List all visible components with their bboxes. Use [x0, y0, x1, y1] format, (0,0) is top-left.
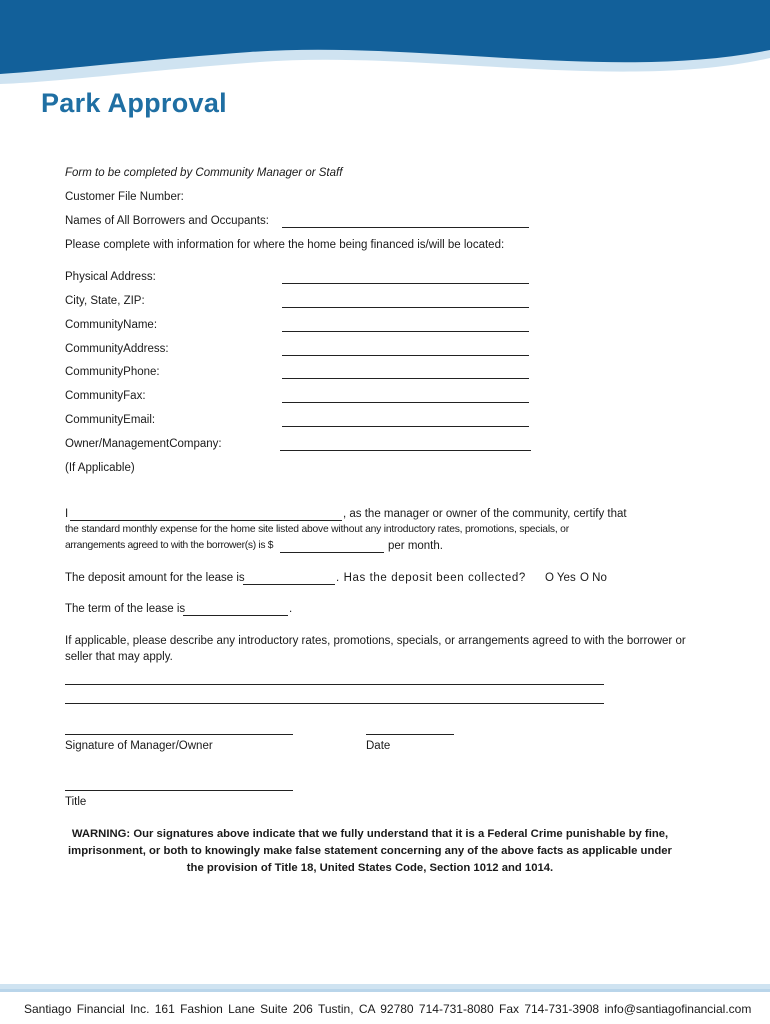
date-field[interactable]: [366, 720, 454, 735]
community-fax-label: CommunityFax:: [65, 390, 146, 402]
deposit-question: . Has the deposit been collected?: [336, 572, 526, 584]
introductory-field-1[interactable]: [65, 670, 604, 685]
physical-address-label: Physical Address:: [65, 271, 156, 283]
community-phone-field[interactable]: [282, 364, 529, 379]
community-email-field[interactable]: [282, 412, 529, 427]
community-name-field[interactable]: [282, 317, 529, 332]
term-label: The term of the lease is: [65, 603, 186, 615]
signature-field[interactable]: [65, 720, 293, 735]
introductory-line1: If applicable, please describe any introductory rates, promotions, specials, or arrangements agreed to with the borrower or: [65, 635, 686, 647]
deposit-yes-option[interactable]: O Yes: [545, 572, 576, 584]
community-phone-label: CommunityPhone:: [65, 366, 160, 378]
names-borrowers-label: Names of All Borrowers and Occupants:: [65, 215, 269, 227]
community-address-label: CommunityAddress:: [65, 343, 169, 355]
page-title: Park Approval: [41, 88, 227, 118]
certify-line1: , as the manager or owner of the community, certify that: [343, 508, 627, 520]
city-state-zip-field[interactable]: [282, 293, 529, 308]
community-email-label: CommunityEmail:: [65, 414, 156, 426]
certify-prefix: I: [65, 508, 69, 520]
names-borrowers-field[interactable]: [282, 213, 529, 228]
lease-term-field[interactable]: [183, 601, 288, 616]
date-label: Date: [366, 740, 391, 752]
owner-company-label: Owner/ManagementCompany:: [65, 438, 222, 450]
signature-label: Signature of Manager/Owner: [65, 740, 213, 752]
location-intro: Please complete with information for where the home being financed is/will be located:: [65, 239, 505, 251]
certify-line3-prefix: arrangements agreed to with the borrower(s) is $: [65, 540, 274, 551]
community-name-label: CommunityName:: [65, 319, 158, 331]
footer-contact: Santiago Financial Inc. 161 Fashion Lane Suite 206 Tustin, CA 92780 714-731-8080 Fax 714-731-3908 info@santiagofinancial.com: [24, 1002, 752, 1016]
header-wave: [0, 0, 770, 90]
introductory-line2: seller that may apply.: [65, 651, 173, 663]
physical-address-field[interactable]: [282, 269, 529, 284]
title-field[interactable]: [65, 776, 293, 791]
customer-file-label: Customer File Number:: [65, 191, 184, 203]
manager-name-field[interactable]: [70, 506, 342, 521]
if-applicable-note: (If Applicable): [65, 462, 135, 474]
community-fax-field[interactable]: [282, 388, 529, 403]
title-label: Title: [65, 796, 87, 808]
deposit-label: The deposit amount for the lease is: [65, 572, 245, 584]
form-subtitle: Form to be completed by Community Manager or Staff: [65, 167, 343, 179]
community-address-field[interactable]: [282, 341, 529, 356]
monthly-expense-field[interactable]: [280, 538, 384, 553]
deposit-amount-field[interactable]: [243, 570, 335, 585]
owner-company-field[interactable]: [280, 436, 531, 451]
term-suffix: .: [289, 603, 293, 615]
introductory-field-2[interactable]: [65, 689, 604, 704]
certify-line2: the standard monthly expense for the home site listed above without any introductory rates, promotions, specials, or: [65, 524, 569, 535]
warning-statement: WARNING: Our signatures above indicate that we fully understand that it is a Federal Crime punishable by fine, imprisonment, or both to knowingly make false statement concerning any of the above facts as applicable under the provision of Title 18, United States Code, Section 1012 and 1014.: [68, 828, 672, 874]
deposit-no-option[interactable]: O No: [580, 572, 607, 584]
certify-line3-suffix: per month.: [388, 540, 443, 552]
city-state-zip-label: City, State, ZIP:: [65, 295, 145, 307]
